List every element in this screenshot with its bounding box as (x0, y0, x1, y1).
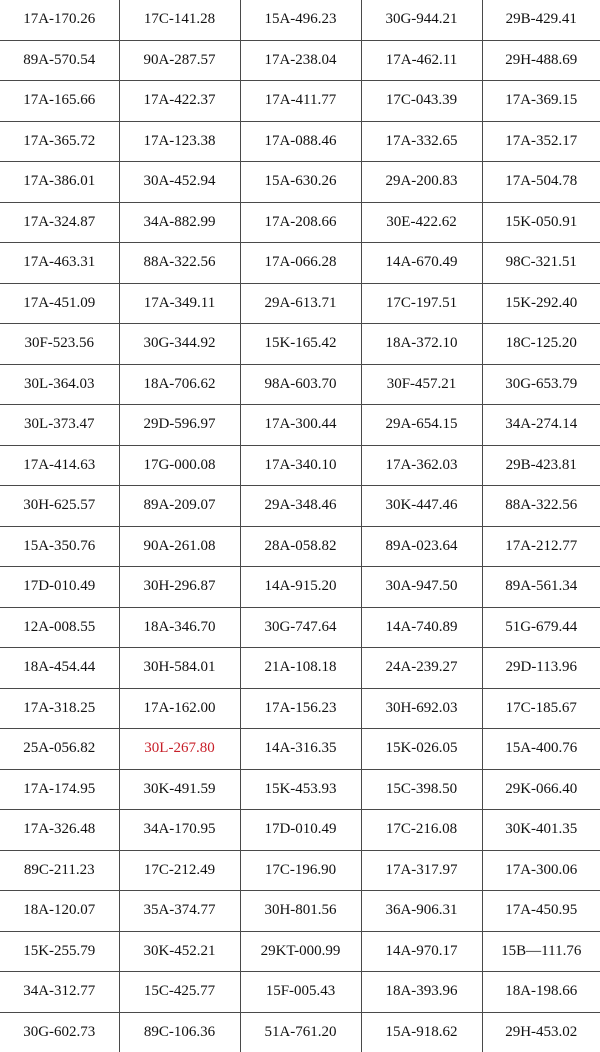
plate-number-cell: 17A-300.06 (482, 850, 600, 891)
plate-number-cell: 18A-372.10 (361, 324, 482, 365)
plate-number-cell: 17A-332.65 (361, 121, 482, 162)
plate-number-cell: 98A-603.70 (240, 364, 361, 405)
plate-number-cell: 30K-401.35 (482, 810, 600, 851)
table-row (0, 891, 600, 932)
plate-number-cell: 17A-414.63 (0, 445, 119, 486)
plate-number-cell: 89A-023.64 (361, 526, 482, 567)
plate-number-cell: 30K-491.59 (119, 769, 240, 810)
plate-number-cell: 17C-185.67 (482, 688, 600, 729)
plate-number-cell: 17A-165.66 (0, 81, 119, 122)
plate-number-cell: 18A-346.70 (119, 607, 240, 648)
plate-number-cell: 17A-174.95 (0, 769, 119, 810)
plate-number-cell: 30G-653.79 (482, 364, 600, 405)
table-row (0, 1012, 600, 1052)
table-row (0, 607, 600, 648)
plate-number-cell: 29H-488.69 (482, 40, 600, 81)
plate-number-cell: 17A-208.66 (240, 202, 361, 243)
plate-number-cell: 17A-088.46 (240, 121, 361, 162)
plate-number-cell: 17A-422.37 (119, 81, 240, 122)
plate-number-cell: 30H-625.57 (0, 486, 119, 527)
plate-number-cell: 89A-570.54 (0, 40, 119, 81)
table-row (0, 40, 600, 81)
plate-number-cell: 29A-200.83 (361, 162, 482, 203)
plate-number-cell: 17A-170.26 (0, 0, 119, 40)
plate-number-cell: 17A-463.31 (0, 243, 119, 284)
plate-number-cell: 29A-613.71 (240, 283, 361, 324)
plate-number-cell: 17A-462.11 (361, 40, 482, 81)
plate-number-cell: 17A-156.23 (240, 688, 361, 729)
table-row (0, 0, 600, 40)
plate-number-cell: 30G-944.21 (361, 0, 482, 40)
plate-number-cell: 18A-454.44 (0, 648, 119, 689)
plate-number-cell: 30A-947.50 (361, 567, 482, 608)
plate-number-cell: 88A-322.56 (119, 243, 240, 284)
plate-number-cell: 17A-369.15 (482, 81, 600, 122)
plate-number-cell: 29H-453.02 (482, 1012, 600, 1052)
table-row (0, 283, 600, 324)
table-row (0, 121, 600, 162)
plate-number-cell: 89A-209.07 (119, 486, 240, 527)
plate-number-cell: 29B-423.81 (482, 445, 600, 486)
table-row (0, 405, 600, 446)
plate-number-cell: 17D-010.49 (0, 567, 119, 608)
table-row (0, 972, 600, 1013)
plate-number-cell: 12A-008.55 (0, 607, 119, 648)
plate-number-cell: 17C-043.39 (361, 81, 482, 122)
table-row (0, 648, 600, 689)
plate-number-cell: 15K-026.05 (361, 729, 482, 770)
table-row (0, 364, 600, 405)
plate-number-cell: 29A-654.15 (361, 405, 482, 446)
plate-number-cell: 14A-740.89 (361, 607, 482, 648)
plate-number-cell: 14A-316.35 (240, 729, 361, 770)
plate-number-cell: 90A-261.08 (119, 526, 240, 567)
plate-number-cell: 18A-198.66 (482, 972, 600, 1013)
table-row (0, 931, 600, 972)
plate-number-cell: 17A-162.00 (119, 688, 240, 729)
plate-number-cell: 30E-422.62 (361, 202, 482, 243)
plate-number-cell: 17A-123.38 (119, 121, 240, 162)
plate-number-cell: 15F-005.43 (240, 972, 361, 1013)
plate-number-cell: 17A-324.87 (0, 202, 119, 243)
plate-number-cell: 17A-451.09 (0, 283, 119, 324)
plate-number-cell: 17A-326.48 (0, 810, 119, 851)
plate-number-cell: 17A-318.25 (0, 688, 119, 729)
plate-number-cell: 15A-918.62 (361, 1012, 482, 1052)
plate-number-cell: 30H-801.56 (240, 891, 361, 932)
plate-number-cell: 15K-292.40 (482, 283, 600, 324)
plate-number-cell: 14A-915.20 (240, 567, 361, 608)
plate-number-cell: 24A-239.27 (361, 648, 482, 689)
table-row (0, 324, 600, 365)
plate-number-cell: 89C-106.36 (119, 1012, 240, 1052)
table-row (0, 567, 600, 608)
plate-number-cell: 34A-882.99 (119, 202, 240, 243)
plate-number-cell: 29D-596.97 (119, 405, 240, 446)
plate-number-cell: 15K-453.93 (240, 769, 361, 810)
table-row (0, 810, 600, 851)
plate-number-cell: 18C-125.20 (482, 324, 600, 365)
plate-number-cell: 17C-197.51 (361, 283, 482, 324)
plate-number-cell: 17A-352.17 (482, 121, 600, 162)
plate-number-cell: 18A-706.62 (119, 364, 240, 405)
plate-number-cell: 15A-350.76 (0, 526, 119, 567)
plate-number-cell: 34A-274.14 (482, 405, 600, 446)
plate-number-cell: 30H-692.03 (361, 688, 482, 729)
plate-number-cell: 30G-602.73 (0, 1012, 119, 1052)
plate-number-cell: 30L-364.03 (0, 364, 119, 405)
table-row (0, 486, 600, 527)
table-row (0, 729, 600, 770)
table-row (0, 688, 600, 729)
plate-number-cell: 29KT-000.99 (240, 931, 361, 972)
plate-number-cell: 25A-056.82 (0, 729, 119, 770)
plate-number-cell: 89C-211.23 (0, 850, 119, 891)
plate-number-cell: 14A-670.49 (361, 243, 482, 284)
plate-number-cell: 30F-523.56 (0, 324, 119, 365)
plate-number-cell: 15C-398.50 (361, 769, 482, 810)
plate-number-cell: 14A-970.17 (361, 931, 482, 972)
plate-number-cell: 29D-113.96 (482, 648, 600, 689)
plate-number-cell: 17A-238.04 (240, 40, 361, 81)
plate-number-cell: 17A-300.44 (240, 405, 361, 446)
plate-number-cell: 30L-373.47 (0, 405, 119, 446)
plate-number-cell: 15A-630.26 (240, 162, 361, 203)
plate-number-cell: 36A-906.31 (361, 891, 482, 932)
plate-number-cell: 35A-374.77 (119, 891, 240, 932)
table-row (0, 526, 600, 567)
table-row (0, 769, 600, 810)
plate-number-cell: 29K-066.40 (482, 769, 600, 810)
plate-number-cell: 17A-349.11 (119, 283, 240, 324)
plate-number-cell: 30K-447.46 (361, 486, 482, 527)
plate-number-cell: 17A-365.72 (0, 121, 119, 162)
plate-number-cell: 21A-108.18 (240, 648, 361, 689)
plate-number-cell: 51A-761.20 (240, 1012, 361, 1052)
plate-number-cell: 30F-457.21 (361, 364, 482, 405)
plate-number-cell: 17A-450.95 (482, 891, 600, 932)
plate-number-cell: 30G-747.64 (240, 607, 361, 648)
plate-number-cell: 18A-393.96 (361, 972, 482, 1013)
plate-number-cell: 30G-344.92 (119, 324, 240, 365)
plate-number-cell: 29B-429.41 (482, 0, 600, 40)
plate-number-cell: 17A-386.01 (0, 162, 119, 203)
plate-number-cell: 34A-312.77 (0, 972, 119, 1013)
plate-number-cell: 18A-120.07 (0, 891, 119, 932)
plate-number-cell: 29A-348.46 (240, 486, 361, 527)
table-row (0, 445, 600, 486)
plate-number-cell: 17A-411.77 (240, 81, 361, 122)
plate-number-cell: 30K-452.21 (119, 931, 240, 972)
table-row (0, 850, 600, 891)
plate-number-cell: 17A-066.28 (240, 243, 361, 284)
plate-number-cell: 90A-287.57 (119, 40, 240, 81)
plate-number-cell: 17C-216.08 (361, 810, 482, 851)
table-row (0, 81, 600, 122)
plate-number-cell: 30H-584.01 (119, 648, 240, 689)
plate-number-cell: 15A-400.76 (482, 729, 600, 770)
plate-number-cell: 17D-010.49 (240, 810, 361, 851)
plate-number-cell: 17C-212.49 (119, 850, 240, 891)
plate-number-cell: 17A-212.77 (482, 526, 600, 567)
plate-number-cell: 17A-340.10 (240, 445, 361, 486)
table-row (0, 243, 600, 284)
plate-number-cell: 98C-321.51 (482, 243, 600, 284)
plate-number-cell: 17A-317.97 (361, 850, 482, 891)
plate-number-cell: 15A-496.23 (240, 0, 361, 40)
plate-number-cell: 88A-322.56 (482, 486, 600, 527)
plate-number-cell: 15C-425.77 (119, 972, 240, 1013)
plate-number-cell: 15B—111.76 (482, 931, 600, 972)
plate-number-cell: 17C-196.90 (240, 850, 361, 891)
plate-number-cell: 28A-058.82 (240, 526, 361, 567)
plate-number-cell: 17A-504.78 (482, 162, 600, 203)
plate-number-cell: 17G-000.08 (119, 445, 240, 486)
table-row (0, 162, 600, 203)
plate-number-cell: 89A-561.34 (482, 567, 600, 608)
plate-number-cell: 30H-296.87 (119, 567, 240, 608)
plate-number-cell: 51G-679.44 (482, 607, 600, 648)
plate-number-cell: 30L-267.80 (119, 729, 240, 770)
plate-number-cell: 30A-452.94 (119, 162, 240, 203)
plate-number-cell: 15K-255.79 (0, 931, 119, 972)
plate-number-cell: 15K-165.42 (240, 324, 361, 365)
plate-number-cell: 15K-050.91 (482, 202, 600, 243)
plate-number-cell: 17A-362.03 (361, 445, 482, 486)
plate-number-cell: 34A-170.95 (119, 810, 240, 851)
plate-number-cell: 17C-141.28 (119, 0, 240, 40)
table-row (0, 202, 600, 243)
